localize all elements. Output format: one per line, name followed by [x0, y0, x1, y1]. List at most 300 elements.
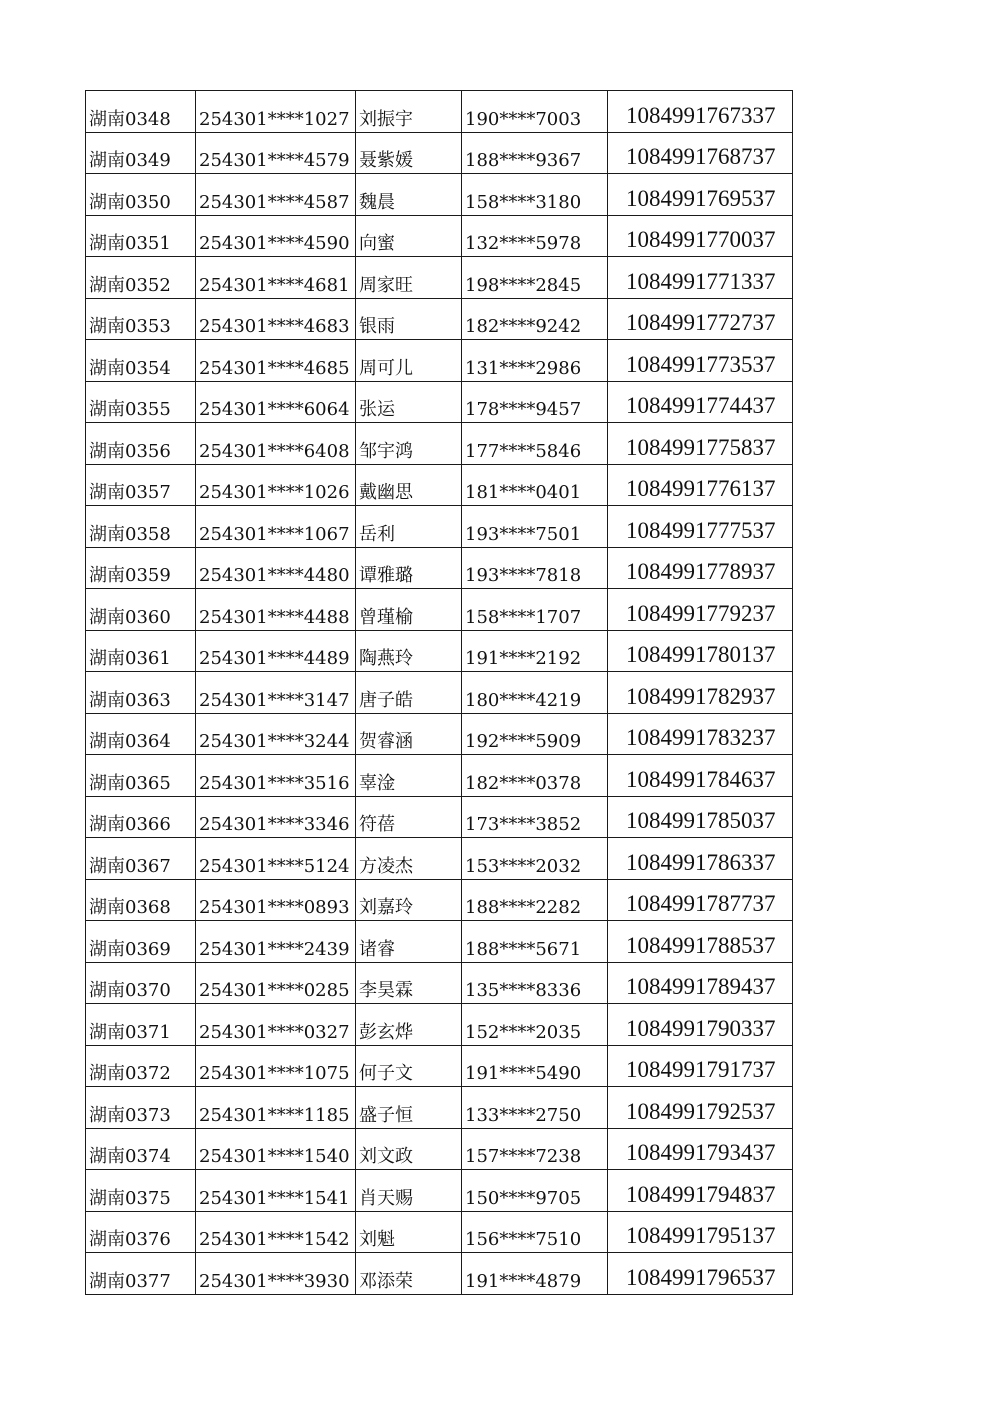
cell-name: [356, 879, 462, 921]
cell-phone-text: 158****1707: [465, 606, 582, 628]
cell-id: [196, 464, 356, 506]
cell-name-text: 曾瑾榆: [359, 606, 413, 628]
cell-phone: [462, 1004, 608, 1046]
cell-number-text: 1084991768737: [626, 144, 776, 169]
cell-code-text: 湖南0360: [89, 606, 171, 628]
cell-id: [196, 506, 356, 548]
cell-number-text: 1084991792537: [626, 1098, 776, 1124]
cell-name-text: 周可儿: [359, 357, 413, 379]
cell-name: [356, 962, 462, 1004]
cell-name: [356, 796, 462, 838]
cell-code-text: 湖南0374: [89, 1146, 171, 1167]
cell-name: [356, 506, 462, 548]
cell-code-text: 湖南0369: [89, 938, 171, 960]
cell-id-text: 254301****4685: [199, 357, 350, 379]
cell-id-text: 254301****1185: [199, 1104, 350, 1126]
cell-name-text: 彭玄烨: [359, 1021, 413, 1043]
cell-code: [86, 1087, 196, 1129]
cell-name-text: 刘魁: [359, 1229, 395, 1250]
cell-code: [86, 91, 196, 133]
cell-number-text: 1084991783237: [626, 725, 776, 750]
cell-code-text: 湖南0348: [89, 108, 171, 130]
cell-code: [86, 174, 196, 216]
cell-phone: [462, 464, 608, 506]
cell-number-text: 1084991796537: [626, 1264, 776, 1290]
cell-phone-text: 193****7818: [465, 565, 582, 586]
cell-number-text: 1084991794837: [626, 1181, 776, 1207]
cell-phone: [462, 755, 608, 797]
cell-id: [196, 215, 356, 257]
cell-name-text: 银雨: [359, 316, 395, 337]
cell-id: [196, 257, 356, 299]
cell-id: [196, 298, 356, 340]
cell-code-text: 湖南0366: [89, 814, 171, 835]
cell-name-text: 魏晨: [359, 191, 395, 213]
table-row: [86, 838, 793, 880]
cell-id-text: 254301****0893: [199, 897, 350, 918]
table-body: [86, 91, 793, 1295]
cell-code-text: 湖南0367: [89, 855, 171, 877]
table-row: [86, 257, 793, 299]
cell-phone-text: 133****2750: [465, 1104, 582, 1126]
cell-code: [86, 1045, 196, 1087]
cell-name: [356, 1045, 462, 1087]
table-row: [86, 1087, 793, 1129]
cell-number-text: 1084991779237: [626, 600, 776, 626]
cell-id-text: 254301****3346: [199, 814, 350, 835]
cell-phone-text: 191****2192: [465, 648, 582, 669]
cell-phone: [462, 1253, 608, 1295]
cell-code: [86, 796, 196, 838]
cell-phone-text: 131****2986: [465, 357, 582, 379]
cell-id-text: 254301****4590: [199, 233, 350, 254]
cell-id-text: 254301****4488: [199, 606, 350, 628]
cell-code: [86, 215, 196, 257]
cell-id-text: 254301****3930: [199, 1270, 350, 1292]
cell-name: [356, 1004, 462, 1046]
cell-code-text: 湖南0373: [89, 1104, 171, 1126]
cell-id-text: 254301****1026: [199, 482, 350, 503]
cell-code: [86, 298, 196, 340]
cell-id-text: 254301****6064: [199, 399, 350, 420]
cell-name-text: 岳利: [359, 523, 395, 545]
cell-number: [608, 962, 793, 1004]
table-row: [86, 547, 793, 589]
cell-code-text: 湖南0358: [89, 523, 171, 545]
cell-phone: [462, 298, 608, 340]
cell-phone: [462, 1211, 608, 1253]
cell-number-text: 1084991770037: [626, 227, 776, 252]
cell-phone-text: 173****3852: [465, 814, 582, 835]
table-row: [86, 340, 793, 382]
cell-name-text: 辜淦: [359, 772, 395, 794]
cell-number: [608, 796, 793, 838]
cell-code-text: 湖南0376: [89, 1229, 171, 1250]
cell-name-text: 盛子恒: [359, 1104, 413, 1126]
cell-phone-text: 135****8336: [465, 980, 582, 1001]
cell-id: [196, 921, 356, 963]
cell-number-text: 1084991767337: [626, 102, 776, 128]
cell-phone: [462, 340, 608, 382]
cell-code: [86, 838, 196, 880]
cell-phone: [462, 796, 608, 838]
cell-name-text: 邹宇鸿: [359, 440, 413, 462]
table-row: [86, 91, 793, 133]
cell-name: [356, 921, 462, 963]
cell-number-text: 1084991773537: [626, 351, 776, 377]
cell-code: [86, 423, 196, 465]
cell-number: [608, 340, 793, 382]
cell-number: [608, 921, 793, 963]
cell-code-text: 湖南0370: [89, 980, 171, 1001]
cell-code-text: 湖南0351: [89, 233, 171, 254]
cell-name: [356, 174, 462, 216]
cell-id-text: 254301****1075: [199, 1063, 350, 1084]
cell-number-text: 1084991771337: [626, 268, 776, 294]
cell-name: [356, 630, 462, 672]
cell-name: [356, 132, 462, 174]
cell-phone-text: 193****7501: [465, 523, 582, 545]
cell-id: [196, 1128, 356, 1170]
table-row: [86, 423, 793, 465]
cell-phone-text: 132****5978: [465, 233, 582, 254]
cell-number: [608, 381, 793, 423]
cell-number: [608, 423, 793, 465]
cell-phone: [462, 215, 608, 257]
cell-code-text: 湖南0375: [89, 1187, 171, 1209]
cell-name-text: 周家旺: [359, 274, 413, 296]
cell-code-text: 湖南0357: [89, 482, 171, 503]
cell-name-text: 贺睿涵: [359, 731, 413, 752]
cell-id-text: 254301****4681: [199, 274, 350, 296]
cell-id-text: 254301****4480: [199, 565, 350, 586]
cell-phone-text: 180****4219: [465, 689, 582, 711]
table-row: [86, 1253, 793, 1295]
cell-code-text: 湖南0349: [89, 150, 171, 171]
cell-name-text: 符蓓: [359, 814, 395, 835]
cell-number-text: 1084991787737: [626, 891, 776, 916]
cell-number: [608, 1253, 793, 1295]
cell-number-text: 1084991776137: [626, 476, 776, 501]
cell-number-text: 1084991785037: [626, 808, 776, 833]
cell-name-text: 刘文政: [359, 1146, 413, 1167]
cell-name: [356, 547, 462, 589]
cell-id: [196, 1170, 356, 1212]
cell-number-text: 1084991775837: [626, 434, 776, 460]
cell-phone: [462, 962, 608, 1004]
cell-code-text: 湖南0356: [89, 440, 171, 462]
table-row: [86, 962, 793, 1004]
cell-number-text: 1084991784637: [626, 766, 776, 792]
cell-phone: [462, 630, 608, 672]
cell-id: [196, 1045, 356, 1087]
cell-id: [196, 796, 356, 838]
cell-code: [86, 1253, 196, 1295]
cell-number-text: 1084991790337: [626, 1015, 776, 1041]
table-row: [86, 381, 793, 423]
cell-code-text: 湖南0359: [89, 565, 171, 586]
cell-phone-text: 192****5909: [465, 731, 582, 752]
cell-code: [86, 1004, 196, 1046]
cell-code: [86, 630, 196, 672]
cell-code: [86, 921, 196, 963]
cell-code: [86, 257, 196, 299]
cell-phone-text: 182****0378: [465, 772, 582, 794]
cell-name: [356, 589, 462, 631]
cell-id: [196, 1211, 356, 1253]
cell-id: [196, 755, 356, 797]
cell-number: [608, 1128, 793, 1170]
cell-name: [356, 713, 462, 755]
cell-number: [608, 1004, 793, 1046]
cell-id: [196, 174, 356, 216]
cell-id: [196, 340, 356, 382]
cell-number-text: 1084991769537: [626, 185, 776, 211]
cell-name-text: 张运: [359, 399, 395, 420]
cell-id-text: 254301****4683: [199, 316, 350, 337]
cell-code-text: 湖南0361: [89, 648, 171, 669]
cell-code-text: 湖南0365: [89, 772, 171, 794]
cell-code-text: 湖南0372: [89, 1063, 171, 1084]
cell-name: [356, 838, 462, 880]
cell-phone-text: 150****9705: [465, 1187, 582, 1209]
cell-code: [86, 589, 196, 631]
cell-number: [608, 630, 793, 672]
table-row: [86, 672, 793, 714]
cell-code-text: 湖南0371: [89, 1021, 171, 1043]
cell-number-text: 1084991782937: [626, 683, 776, 709]
table-row: [86, 174, 793, 216]
cell-code: [86, 713, 196, 755]
cell-code: [86, 755, 196, 797]
cell-name: [356, 755, 462, 797]
table-row: [86, 1170, 793, 1212]
cell-id-text: 254301****5124: [199, 855, 350, 877]
cell-phone-text: 177****5846: [465, 440, 582, 462]
cell-id-text: 254301****6408: [199, 440, 350, 462]
cell-id: [196, 381, 356, 423]
cell-phone: [462, 381, 608, 423]
cell-name-text: 邓添荣: [359, 1270, 413, 1292]
cell-code: [86, 879, 196, 921]
cell-code-text: 湖南0352: [89, 274, 171, 296]
cell-number: [608, 672, 793, 714]
cell-number: [608, 589, 793, 631]
cell-name-text: 聂紫媛: [359, 150, 413, 171]
cell-id-text: 254301****1541: [199, 1187, 350, 1209]
cell-name: [356, 1170, 462, 1212]
cell-name: [356, 298, 462, 340]
cell-number-text: 1084991778937: [626, 559, 776, 584]
cell-id: [196, 879, 356, 921]
cell-number-text: 1084991789437: [626, 974, 776, 999]
cell-id: [196, 1004, 356, 1046]
cell-id-text: 254301****3516: [199, 772, 350, 794]
cell-number: [608, 257, 793, 299]
table-row: [86, 796, 793, 838]
table-row: [86, 589, 793, 631]
cell-number-text: 1084991795137: [626, 1223, 776, 1248]
cell-name-text: 向蜜: [359, 233, 395, 254]
cell-phone-text: 188****5671: [465, 938, 582, 960]
table-row: [86, 132, 793, 174]
cell-id: [196, 962, 356, 1004]
cell-id-text: 254301****3147: [199, 689, 350, 711]
cell-id: [196, 713, 356, 755]
cell-name: [356, 672, 462, 714]
cell-code-text: 湖南0353: [89, 316, 171, 337]
cell-phone: [462, 91, 608, 133]
cell-id-text: 254301****4489: [199, 648, 350, 669]
cell-id-text: 254301****0327: [199, 1021, 350, 1043]
cell-phone-text: 191****5490: [465, 1063, 582, 1084]
cell-phone-text: 191****4879: [465, 1270, 582, 1292]
cell-id: [196, 1087, 356, 1129]
cell-number-text: 1084991777537: [626, 517, 776, 543]
cell-id-text: 254301****3244: [199, 731, 350, 752]
cell-code-text: 湖南0377: [89, 1270, 171, 1292]
cell-phone-text: 157****7238: [465, 1146, 582, 1167]
cell-id: [196, 132, 356, 174]
table-row: [86, 755, 793, 797]
cell-phone: [462, 1128, 608, 1170]
cell-code: [86, 506, 196, 548]
cell-number-text: 1084991793437: [626, 1140, 776, 1165]
cell-code: [86, 672, 196, 714]
table-row: [86, 1004, 793, 1046]
cell-name: [356, 257, 462, 299]
cell-code: [86, 547, 196, 589]
cell-name-text: 刘振宇: [359, 108, 413, 130]
cell-phone: [462, 921, 608, 963]
cell-number: [608, 506, 793, 548]
cell-code: [86, 1170, 196, 1212]
cell-number: [608, 547, 793, 589]
cell-number: [608, 174, 793, 216]
cell-id: [196, 91, 356, 133]
cell-phone: [462, 132, 608, 174]
cell-name-text: 陶燕玲: [359, 648, 413, 669]
cell-number: [608, 713, 793, 755]
cell-number-text: 1084991772737: [626, 310, 776, 335]
cell-phone: [462, 423, 608, 465]
cell-name-text: 刘嘉玲: [359, 897, 413, 918]
cell-phone: [462, 589, 608, 631]
cell-phone-text: 152****2035: [465, 1021, 582, 1043]
cell-code: [86, 962, 196, 1004]
cell-phone: [462, 1045, 608, 1087]
cell-number: [608, 1211, 793, 1253]
cell-number: [608, 215, 793, 257]
table-row: [86, 464, 793, 506]
cell-code: [86, 340, 196, 382]
cell-phone: [462, 1170, 608, 1212]
cell-phone: [462, 672, 608, 714]
cell-name: [356, 423, 462, 465]
table-row: [86, 298, 793, 340]
cell-phone-text: 156****7510: [465, 1229, 582, 1250]
cell-name: [356, 340, 462, 382]
cell-number: [608, 755, 793, 797]
cell-id: [196, 423, 356, 465]
cell-id: [196, 838, 356, 880]
cell-number-text: 1084991774437: [626, 393, 776, 418]
cell-code: [86, 1128, 196, 1170]
cell-name: [356, 1253, 462, 1295]
cell-id: [196, 672, 356, 714]
cell-name-text: 方凌杰: [359, 855, 413, 877]
cell-phone: [462, 1087, 608, 1129]
table-row: [86, 713, 793, 755]
cell-number: [608, 838, 793, 880]
cell-number: [608, 298, 793, 340]
cell-phone: [462, 879, 608, 921]
cell-name-text: 肖天赐: [359, 1187, 413, 1209]
cell-code-text: 湖南0350: [89, 191, 171, 213]
cell-number: [608, 464, 793, 506]
cell-id-text: 254301****1542: [199, 1229, 350, 1250]
cell-phone: [462, 506, 608, 548]
cell-id-text: 254301****1540: [199, 1146, 350, 1167]
cell-phone: [462, 713, 608, 755]
cell-code-text: 湖南0364: [89, 731, 171, 752]
cell-phone: [462, 174, 608, 216]
cell-id: [196, 1253, 356, 1295]
cell-number-text: 1084991791737: [626, 1057, 776, 1082]
cell-phone-text: 153****2032: [465, 855, 582, 877]
cell-code-text: 湖南0355: [89, 399, 171, 420]
cell-number: [608, 1170, 793, 1212]
cell-number-text: 1084991788537: [626, 932, 776, 958]
cell-id: [196, 630, 356, 672]
cell-phone-text: 188****2282: [465, 897, 582, 918]
cell-name-text: 诸睿: [359, 938, 395, 960]
table-row: [86, 506, 793, 548]
cell-name-text: 谭雅璐: [359, 565, 413, 586]
cell-number: [608, 879, 793, 921]
cell-id-text: 254301****1067: [199, 523, 350, 545]
cell-name-text: 戴幽思: [359, 482, 413, 503]
cell-id-text: 254301****2439: [199, 938, 350, 960]
cell-number: [608, 132, 793, 174]
cell-name: [356, 381, 462, 423]
cell-phone-text: 188****9367: [465, 150, 582, 171]
cell-number-text: 1084991786337: [626, 849, 776, 875]
cell-phone-text: 182****9242: [465, 316, 582, 337]
cell-number: [608, 1087, 793, 1129]
cell-id: [196, 547, 356, 589]
cell-name-text: 何子文: [359, 1063, 413, 1084]
cell-id-text: 254301****4579: [199, 150, 350, 171]
cell-code: [86, 1211, 196, 1253]
cell-name: [356, 91, 462, 133]
cell-code-text: 湖南0368: [89, 897, 171, 918]
cell-phone: [462, 257, 608, 299]
cell-phone-text: 158****3180: [465, 191, 582, 213]
cell-code: [86, 132, 196, 174]
cell-name-text: 李昊霖: [359, 980, 413, 1001]
table-row: [86, 1211, 793, 1253]
table-row: [86, 1045, 793, 1087]
table-row: [86, 215, 793, 257]
cell-id-text: 254301****0285: [199, 980, 350, 1001]
cell-name: [356, 1128, 462, 1170]
cell-phone: [462, 838, 608, 880]
cell-id-text: 254301****1027: [199, 108, 350, 130]
data-table: [85, 90, 793, 1295]
cell-code-text: 湖南0363: [89, 689, 171, 711]
cell-name: [356, 464, 462, 506]
